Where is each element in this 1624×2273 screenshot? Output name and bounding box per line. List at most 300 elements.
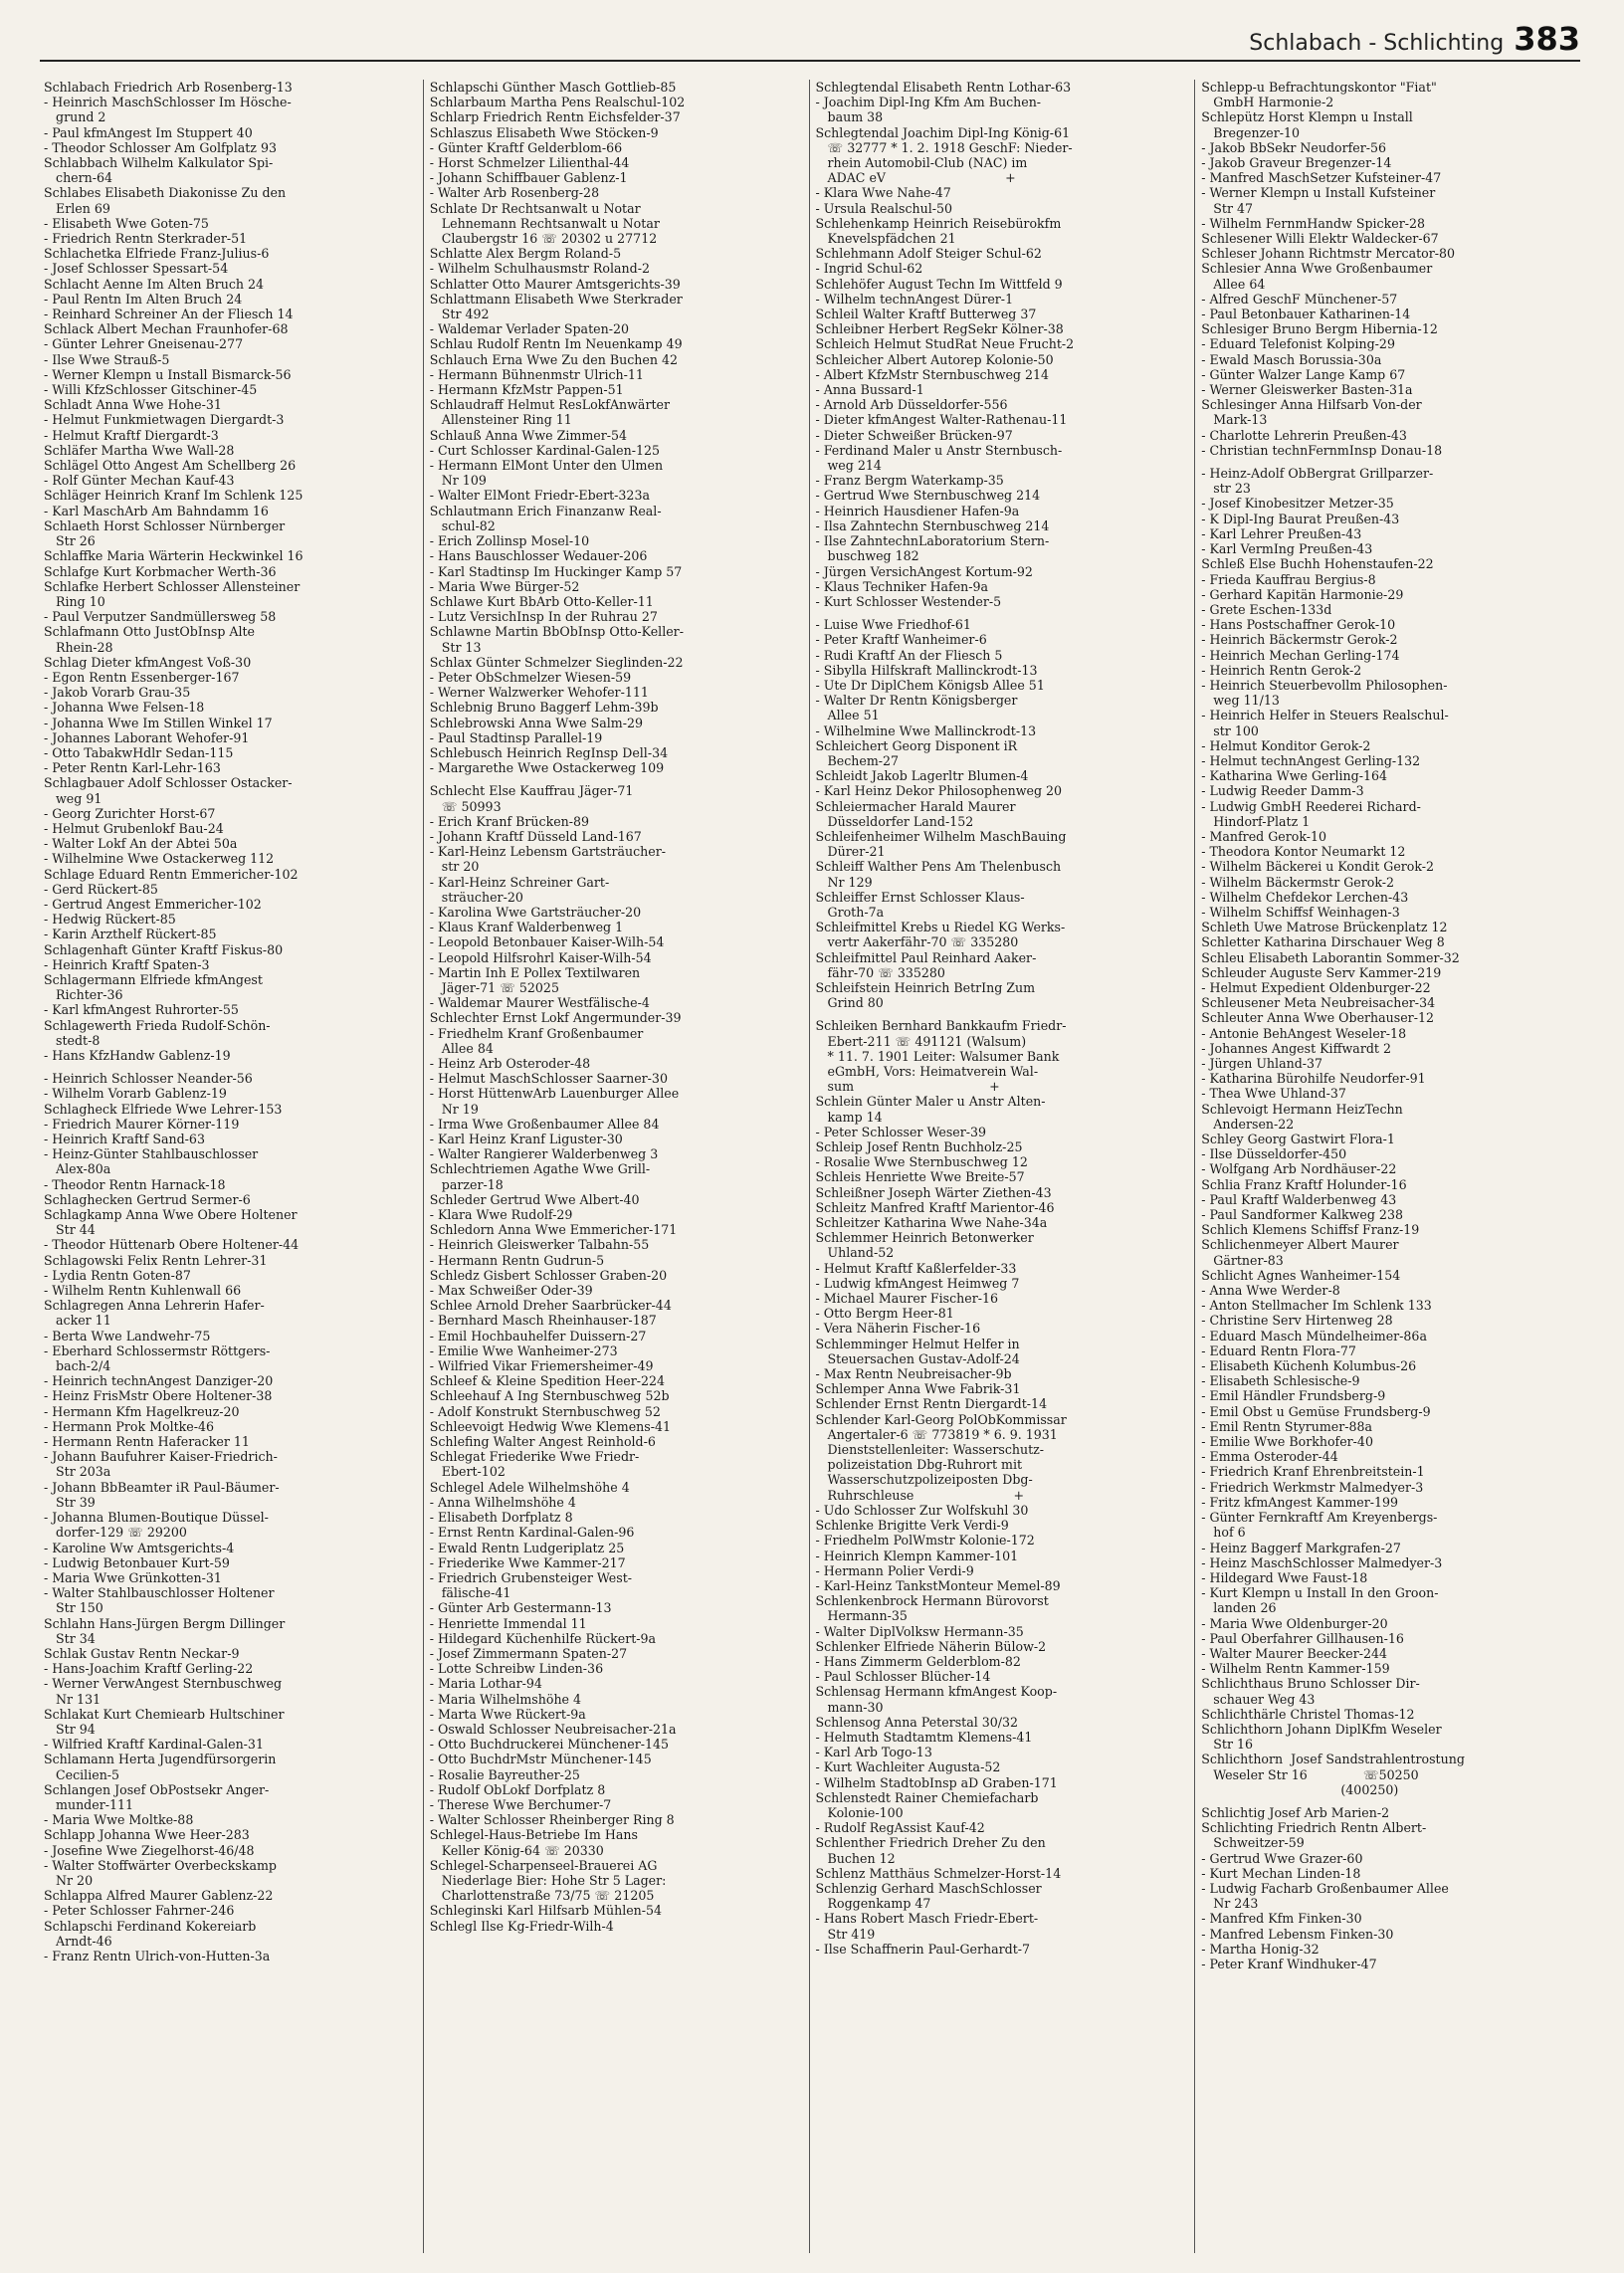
directory-entry: - Johann Baufuhrer Kaiser-Friedrich- Str 203a	[44, 1449, 278, 1480]
directory-entry: - Werner VerwAngest Sternbuschweg Nr 131	[44, 1676, 283, 1707]
directory-entry: Schleu Elisabeth Laborantin Sommer-32	[1201, 949, 1460, 965]
directory-entry: - Helmut Konditor Gerok-2	[1201, 737, 1371, 753]
directory-entry: - Udo Schlosser Zur Wolfskuhl 30	[815, 1502, 1029, 1518]
directory-entry: Schlagowski Felix Rentn Lehrer-31	[44, 1252, 268, 1268]
directory-entry: - Friedrich Kranf Ehrenbreitstein-1	[1201, 1464, 1425, 1480]
directory-entry: Schledz Gisbert Schlosser Graben-20	[429, 1267, 668, 1283]
directory-entry: - Werner Klempn u Install Kufsteiner Str 47	[1201, 185, 1436, 216]
directory-entry: - Jakob BbSekr Neudorfer-56	[1201, 139, 1387, 155]
directory-entry: Schlagkamp Anna Wwe Obere Holtener Str 44	[44, 1207, 298, 1238]
directory-entry: - Lydia Rentn Goten-87	[44, 1267, 191, 1283]
column-1	[44, 80, 423, 2253]
directory-entry: Schleusener Meta Neubreisacher-34	[1201, 995, 1436, 1011]
directory-entry: - Alfred GeschF Münchener-57	[1201, 291, 1398, 307]
directory-entry: - Heinrich Hausdiener Hafen-9a	[815, 503, 1020, 518]
directory-entry: - Johann BbBeamter iR Paul-Bäumer- Str 39	[44, 1479, 280, 1510]
directory-entry: - Jürgen VersichAngest Kortum-92	[815, 563, 1033, 579]
directory-entry: Schlenker Elfriede Näherin Bülow-2	[815, 1638, 1047, 1654]
directory-entry: - Katharina Wwe Gerling-164	[1201, 768, 1388, 784]
directory-entry: - Erich Kranf Brücken-89	[429, 813, 590, 829]
directory-entry: - Johann Schiffbauer Gablenz-1	[429, 170, 628, 186]
directory-entry: - Johannes Laborant Wehofer-91	[44, 729, 250, 745]
directory-entry: Schlegtendal Elisabeth Rentn Lothar-63	[815, 80, 1072, 95]
directory-entry: Schlensog Anna Peterstal 30/32	[815, 1714, 1019, 1730]
directory-entry: - Wilhelmine Wwe Ostackerweg 112	[44, 851, 275, 867]
directory-entry: - Peter Rentn Karl-Lehr-163	[44, 760, 221, 776]
directory-entry: Schleicher Albert Autorep Kolonie-50	[815, 351, 1054, 367]
directory-entry: - Ilse ZahntechnLaboratorium Stern- buschweg 182	[815, 533, 1050, 564]
directory-entry: - Theodor Schlosser Am Golfplatz 93	[44, 139, 277, 155]
directory-entry: Schleß Else Buchh Hohenstaufen-22	[1201, 556, 1434, 572]
directory-entry: - Rosalie Bayreuther-25	[429, 1766, 580, 1782]
directory-entry: - Manfred Gerok-10	[1201, 828, 1327, 844]
directory-entry: - Frieda Kauffrau Bergius-8	[1201, 571, 1376, 587]
directory-entry: Schlakat Kurt Chemiearb Hultschiner Str 94	[44, 1706, 285, 1737]
column-3	[809, 80, 1195, 2253]
directory-entry: - Wilhelm FernmHandw Spicker-28	[1201, 215, 1426, 231]
directory-entry: - Wilhelm Rentn Kuhlenwall 66	[44, 1283, 242, 1299]
directory-entry: - Helmut Kraftf Diergardt-3	[44, 427, 219, 443]
directory-entry: - Wilhelm Bäckermstr Gerok-2	[1201, 874, 1395, 890]
directory-entry: - Otto TabakwHdlr Sedan-115	[44, 744, 234, 760]
directory-entry: - Helmut Kraftf Kaßlerfelder-33	[815, 1260, 1017, 1276]
directory-entry: - Johannes Angest Kiffwardt 2	[1201, 1040, 1391, 1056]
directory-entry: - Luise Wwe Friedhof-61	[815, 617, 971, 633]
directory-entry: - Heinrich MaschSchlosser Im Hösche- grund 2	[44, 95, 292, 125]
directory-entry: - Josef Zimmermann Spaten-27	[429, 1645, 628, 1661]
directory-entry: - Hans Postschaffner Gerok-10	[1201, 617, 1396, 633]
directory-entry: - Walter Stoffwärter Overbeckskamp Nr 20	[44, 1857, 277, 1888]
directory-entry: - Paul Stadtinsp Parallel-19	[429, 729, 603, 745]
directory-entry: Schlagregen Anna Lehrerin Hafer- acker 11	[44, 1298, 265, 1329]
directory-entry: - Ludwig Betonbauer Kurt-59	[44, 1554, 230, 1570]
directory-entry: - Emil Rentn Styrumer-88a	[1201, 1418, 1373, 1434]
directory-entry: Schleis Henriette Wwe Breite-57	[815, 1169, 1025, 1185]
directory-entry: Schlichthorn Josef Sandstrahlentrostung Weseler Str 16 ☏50250 (400250)	[1201, 1752, 1465, 1797]
directory-entry: Schlacht Aenne Im Alten Bruch 24	[44, 276, 265, 292]
directory-entry: Schlesinger Anna Hilfsarb Von-der Mark-13	[1201, 397, 1422, 428]
directory-entry: - Horst Schmelzer Lilienthal-44	[429, 155, 630, 171]
directory-entry: - Oswald Schlosser Neubreisacher-21a	[429, 1721, 677, 1737]
directory-entry: Schlebusch Heinrich RegInsp Dell-34	[429, 744, 669, 760]
directory-entry: - Rudi Kraftf An der Fliesch 5	[815, 647, 1003, 663]
directory-entry: - Paul Verputzer Sandmüllersweg 58	[44, 609, 277, 625]
directory-entry: Schlenzig Gerhard MaschSchlosser Roggenkamp 47	[815, 1880, 1042, 1912]
directory-entry: - Hedwig Rückert-85	[44, 912, 176, 928]
directory-entry: - Heinz FrisMstr Obere Holtener-38	[44, 1388, 273, 1404]
directory-entry: Schlebrowski Anna Wwe Salm-29	[429, 715, 643, 730]
directory-entry: - Gertrud Wwe Sternbuschweg 214	[815, 488, 1041, 504]
directory-entry: Schlatte Alex Bergm Roland-5	[429, 246, 622, 262]
directory-entry: Schleevoigt Hedwig Wwe Klemens-41	[429, 1418, 672, 1434]
directory-entry: - Günter Kraftf Gelderblom-66	[429, 139, 623, 155]
directory-entry: - Kurt Wachleiter Augusta-52	[815, 1759, 1001, 1775]
directory-entry: - Ilse Schaffnerin Paul-Gerhardt-7	[815, 1941, 1031, 1957]
directory-entry: Schlichenmeyer Albert Maurer Gärtner-83	[1201, 1237, 1399, 1268]
directory-entry: - Helmut Funkmietwagen Diergardt-3	[44, 412, 285, 428]
directory-entry: Schlichthärle Christel Thomas-12	[1201, 1706, 1415, 1722]
directory-entry: - Jakob Vorarb Grau-35	[44, 685, 191, 701]
directory-entry: - Jakob Graveur Bregenzer-14	[1201, 155, 1392, 171]
directory-entry: - Kurt Klempn u Install In den Groon- landen 26	[1201, 1585, 1439, 1616]
running-head: Schlabach - Schlichting	[1249, 31, 1505, 56]
directory-entry: Schlehenkamp Heinrich Reisebürokfm Knevelspfädchen 21	[815, 215, 1062, 247]
directory-entry: - Anton Stellmacher Im Schlenk 133	[1201, 1298, 1432, 1314]
directory-entry: - Lotte Schreibw Linden-36	[429, 1661, 604, 1677]
directory-entry: - Christian technFernmInsp Donau-18	[1201, 442, 1443, 458]
directory-entry: Schlefing Walter Angest Reinhold-6	[429, 1434, 656, 1450]
directory-entry: - Peter Kranf Windhuker-47	[1201, 1956, 1377, 1971]
directory-entry: Schlechtriemen Agathe Wwe Grill- parzer-18	[429, 1161, 651, 1192]
directory-entry: Schlabbach Wilhelm Kalkulator Spi- chern-64	[44, 155, 274, 186]
directory-entry: Schleiermacher Harald Maurer Düsseldorfer Land-152	[815, 798, 1016, 829]
directory-entry: - Emil Händler Frundsberg-9	[1201, 1388, 1386, 1404]
directory-entry: Schlegel-Haus-Betriebe Im Hans Keller König-64 ☏ 20330	[429, 1827, 638, 1858]
directory-entry	[1201, 458, 1574, 466]
directory-entry: Schlesener Willi Elektr Waldecker-67	[1201, 231, 1439, 247]
directory-entry: Schleser Johann Richtmstr Mercator-80	[1201, 246, 1456, 262]
directory-entry: Schlegel-Scharpenseel-Brauerei AG Niederlage Bier: Hohe Str 5 Lager: Charlottenstraße 73/75 ☏ 21205	[429, 1857, 667, 1904]
directory-entry: - Friedhelm Kranf Großenbaumer Allee 84	[429, 1025, 644, 1056]
directory-entry: - Heinrich Klempn Kammer-101	[815, 1548, 1019, 1563]
directory-entry: - Karl-Heinz Lebensm Gartsträucher- str 20	[429, 844, 666, 875]
directory-entry: - Helmut Expedient Oldenburger-22	[1201, 979, 1431, 995]
directory-entry: - Werner Walzwerker Wehofer-111	[429, 685, 649, 701]
directory-entry: - Karl Heinz Dekor Philosophenweg 20	[815, 783, 1063, 799]
directory-entry: - Walter Maurer Beecker-244	[1201, 1645, 1388, 1661]
directory-entry: - Franz Rentn Ulrich-von-Hutten-3a	[44, 1948, 271, 1963]
directory-entry: - Gerd Rückert-85	[44, 881, 158, 897]
directory-entry: - Vera Näherin Fischer-16	[815, 1321, 981, 1337]
directory-entry: Schlehmann Adolf Steiger Schul-62	[815, 246, 1042, 262]
directory-entry: Schlesier Anna Wwe Großenbaumer Allee 64	[1201, 261, 1433, 292]
directory-entry: - Wilfried Kraftf Kardinal-Galen-31	[44, 1737, 264, 1753]
directory-entry: - Heinrich Gleiswerker Talbahn-55	[429, 1237, 650, 1253]
directory-entry: - Josefine Wwe Ziegelhorst-46/48	[44, 1842, 255, 1858]
directory-entry: - Albert KfzMstr Sternbuschweg 214	[815, 366, 1050, 382]
directory-entry: - Heinrich Bäckermstr Gerok-2	[1201, 632, 1398, 648]
directory-entry: - Manfred MaschSetzer Kufsteiner-47	[1201, 170, 1442, 186]
directory-entry: - Waldemar Maurer Westfälische-4	[429, 995, 650, 1011]
directory-entry: - Karl kfmAngest Ruhrorter-55	[44, 1002, 239, 1018]
directory-entry: - Rudolf RegAssist Kauf-42	[815, 1820, 985, 1836]
directory-entry: - Hermann Kfm Hagelkreuz-20	[44, 1403, 240, 1419]
directory-entry: - Dieter kfmAngest Walter-Rathenau-11	[815, 412, 1068, 428]
directory-entry	[430, 775, 803, 783]
directory-entry: Schlack Albert Mechan Fraunhofer-68	[44, 321, 289, 337]
directory-entry: - Hermann ElMont Unter den Ulmen Nr 109	[429, 458, 664, 489]
directory-entry: - Ilse Düsseldorfer-450	[1201, 1146, 1347, 1162]
column-2	[423, 80, 809, 2253]
directory-entry: - Paul kfmAngest Im Stuppert 40	[44, 124, 253, 140]
directory-entry: - Ferdinand Maler u Anstr Sternbusch- weg 214	[815, 442, 1063, 474]
directory-entry: Schlemper Anna Wwe Fabrik-31	[815, 1381, 1021, 1397]
directory-entry	[1201, 1797, 1574, 1805]
directory-entry: - Elisabeth Dorfplatz 8	[429, 1510, 573, 1526]
directory-entry: Schlaghecken Gertrud Sermer-6	[44, 1191, 251, 1207]
directory-entry: - Walter Dr Rentn Königsberger Allee 51	[815, 693, 1018, 723]
directory-entry: Schlegtendal Joachim Dipl-Ing König-61 ☏ 32777 * 1. 2. 1918 GeschF: Nieder- rhein Automobil-Club (NAC) im ADAC eV +	[815, 124, 1073, 186]
directory-entry: - Günter Walzer Lange Kamp 67	[1201, 366, 1406, 382]
directory-entry: Schleiff Walther Pens Am Thelenbusch Nr 129	[815, 859, 1062, 890]
directory-entry: - Willi KfzSchlosser Gitschiner-45	[44, 382, 258, 398]
directory-entry: - Egon Rentn Essenberger-167	[44, 669, 240, 685]
directory-entry: Schleibner Herbert RegSekr Kölner-38	[815, 321, 1064, 337]
directory-entry: Schleißner Joseph Wärter Ziethen-43	[815, 1184, 1052, 1200]
directory-entry: Schleip Josef Rentn Buchholz-25	[815, 1139, 1023, 1155]
directory-entry: - Paul Rentn Im Alten Bruch 24	[44, 291, 243, 307]
directory-entry: Schleiken Bernhard Bankkaufm Friedr- Ebert-211 ☏ 491121 (Walsum) * 11. 7. 1901 Leiter: Walsumer Bank eGmbH, Vors: Heimatverein Wal- sum +	[815, 1018, 1067, 1095]
directory-entry: - Heinrich Rentn Gerok-2	[1201, 662, 1362, 678]
directory-entry: - Elisabeth Wwe Goten-75	[44, 215, 209, 231]
directory-entry: - Theodor Rentn Harnack-18	[44, 1176, 226, 1192]
directory-entry: - Max Rentn Neubreisacher-9b	[815, 1366, 1012, 1382]
directory-entry: - Friederike Wwe Kammer-217	[429, 1554, 626, 1570]
directory-entry: - Hermann Rentn Haferacker 11	[44, 1434, 250, 1450]
directory-entry: - Heinrich Kraftf Sand-63	[44, 1132, 205, 1147]
directory-entry: - Heinrich Schlosser Neander-56	[44, 1071, 253, 1087]
directory-entry: Schledorn Anna Wwe Emmericher-171	[429, 1222, 678, 1238]
directory-entry: Schlarbaum Martha Pens Realschul-102	[429, 95, 686, 110]
directory-entry	[44, 1063, 417, 1071]
directory-entry: Schlagheck Elfriede Wwe Lehrer-153	[44, 1101, 283, 1117]
directory-entry: Schlage Eduard Rentn Emmericher-102	[44, 866, 299, 882]
directory-entry: - Antonie BehAngest Weseler-18	[1201, 1025, 1407, 1041]
directory-entry: - Friedhelm PolWmstr Kolonie-172	[815, 1533, 1035, 1549]
directory-entry: Schlecht Else Kauffrau Jäger-71 ☏ 50993	[429, 783, 634, 814]
directory-entry: - Ilse Wwe Strauß-5	[44, 351, 170, 367]
directory-entry: - Manfred Lebensm Finken-30	[1201, 1926, 1394, 1942]
directory-entry: - Johanna Blumen-Boutique Düssel- dorfer-129 ☏ 29200	[44, 1510, 269, 1541]
directory-entry: Schlia Franz Kraftf Holunder-16	[1201, 1176, 1407, 1192]
header-rule	[40, 60, 1580, 62]
directory-entry: - Hermann Prok Moltke-46	[44, 1418, 215, 1434]
directory-entry: - Lutz VersichInsp In der Ruhrau 27	[429, 609, 658, 625]
page-number: 383	[1514, 20, 1580, 58]
directory-entry: Schlevoigt Hermann HeizTechn Andersen-22	[1201, 1101, 1403, 1132]
directory-entry: - Helmut Grubenlokf Bau-24	[44, 820, 224, 836]
directory-entry: Schleehauf A Ing Sternbuschweg 52b	[429, 1388, 670, 1404]
directory-entry: Schleder Gertrud Wwe Albert-40	[429, 1191, 640, 1207]
directory-entry: - Hans Robert Masch Friedr-Ebert- Str 419	[815, 1911, 1039, 1942]
directory-entry: - Karl-Heinz Schreiner Gart- sträucher-20	[429, 874, 610, 905]
directory-entry: - Henriette Immendal 11	[429, 1615, 587, 1631]
directory-entry: - Hermann Bühnenmstr Ulrich-11	[429, 366, 644, 382]
directory-entry: - Ewald Masch Borussia-30a	[1201, 351, 1382, 367]
directory-entry: Schleginski Karl Hilfsarb Mühlen-54	[429, 1903, 663, 1919]
directory-entry: - Gerhard Kapitän Harmonie-29	[1201, 586, 1404, 602]
directory-entry: Schlax Günter Schmelzer Sieglinden-22	[429, 654, 684, 670]
directory-entry: Schlafge Kurt Korbmacher Werth-36	[44, 563, 277, 579]
directory-entry: Schlenther Friedrich Dreher Zu den Buchen 12	[815, 1835, 1046, 1866]
directory-entry: - Wilhelm Chefdekor Lerchen-43	[1201, 889, 1409, 905]
directory-entry: Schlenstedt Rainer Chemiefacharb Kolonie-100	[815, 1789, 1039, 1820]
directory-entry: - Karl VermIng Preußen-43	[1201, 541, 1373, 557]
directory-entry: - Erich Zollinsp Mosel-10	[429, 533, 590, 549]
directory-entry	[816, 609, 1189, 617]
directory-entry: - Ewald Rentn Ludgeriplatz 25	[429, 1540, 625, 1555]
directory-entry: - Paul Sandformer Kalkweg 238	[1201, 1207, 1403, 1223]
directory-entry: Schleitz Manfred Kraftf Marientor-46	[815, 1199, 1055, 1215]
directory-entry: - Maria Wwe Oldenburger-20	[1201, 1615, 1388, 1631]
directory-entry: - Charlotte Lehrerin Preußen-43	[1201, 427, 1407, 443]
directory-entry: - Wilhelm Vorarb Gablenz-19	[44, 1086, 227, 1102]
directory-entry: - Jürgen Uhland-37	[1201, 1056, 1323, 1071]
directory-entry: Schlegl Ilse Kg-Friedr-Wilh-4	[429, 1918, 614, 1934]
directory-entry: - Eduard Telefonist Kolping-29	[1201, 336, 1395, 352]
directory-entry: - Eduard Masch Mündelheimer-86a	[1201, 1328, 1427, 1343]
directory-entry: - Helmut technAngest Gerling-132	[1201, 752, 1421, 768]
directory-entry: Schlemminger Helmut Helfer in Steuersachen Gustav-Adolf-24	[815, 1336, 1020, 1366]
directory-entry: Schleichert Georg Disponent iR Bechem-27	[815, 737, 1018, 768]
directory-entry: - Johanna Wwe Im Stillen Winkel 17	[44, 715, 273, 730]
directory-entry: - Karl MaschArb Am Bahndamm 16	[44, 503, 269, 518]
directory-entry: Schlenkenbrock Hermann Bürovorst Hermann-35	[815, 1593, 1049, 1624]
directory-entry: - Otto Bergm Heer-81	[815, 1306, 954, 1322]
directory-entry: - Paul Oberfahrer Gillhausen-16	[1201, 1630, 1404, 1646]
directory-entry: - Maria Wwe Bürger-52	[429, 578, 580, 594]
directory-entry: - Waldemar Verlader Spaten-20	[429, 321, 629, 337]
directory-entry: - Arnold Arb Düsseldorfer-556	[815, 397, 1008, 413]
directory-entry: - Eberhard Schlossermstr Röttgers- bach-2/4	[44, 1343, 271, 1374]
directory-entry: Schlehöfer August Techn Im Wittfeld 9	[815, 276, 1063, 292]
directory-entry: Schleuder Auguste Serv Kammer-219	[1201, 964, 1442, 980]
directory-entry: Schlaudraff Helmut ResLokfAnwärter Allensteiner Ring 11	[429, 397, 670, 428]
directory-entry: - Leopold Hilfsrohrl Kaiser-Wilh-54	[429, 949, 652, 965]
directory-entry: Schladt Anna Wwe Hohe-31	[44, 397, 222, 413]
directory-entry: - Wilhelm Bäckerei u Kondit Gerok-2	[1201, 859, 1435, 875]
directory-entry: - Rosalie Wwe Sternbuschweg 12	[815, 1154, 1028, 1170]
directory-entry: - Emil Obst u Gemüse Frundsberg-9	[1201, 1403, 1431, 1419]
directory-entry: - Otto Buchdruckerei Münchener-145	[429, 1737, 670, 1753]
directory-entry: - Peter Schlosser Weser-39	[815, 1124, 987, 1139]
directory-entry: Schlautmann Erich Finanzanw Real- schul-82	[429, 503, 662, 533]
directory-entry: Schlaeth Horst Schlosser Nürnberger Str 26	[44, 517, 286, 549]
directory-entry: - Karl Heinz Kranf Liguster-30	[429, 1132, 623, 1147]
directory-entry	[816, 1010, 1189, 1018]
directory-entry: Schletter Katharina Dirschauer Weg 8	[1201, 934, 1445, 950]
directory-entry: - Heinrich Kraftf Spaten-3	[44, 956, 210, 972]
directory-entry: Schlawe Kurt BbArb Otto-Keller-11	[429, 593, 654, 609]
directory-entry: - Heinz Arb Osteroder-48	[429, 1056, 591, 1071]
directory-entry: - Heinz Baggerf Markgrafen-27	[1201, 1540, 1401, 1555]
directory-entry: Schlaszus Elisabeth Wwe Stöcken-9	[429, 124, 659, 140]
directory-entry: - Heinz MaschSchlosser Malmedyer-3	[1201, 1554, 1443, 1570]
directory-entry: - Otto BuchdrMstr Münchener-145	[429, 1752, 652, 1767]
page-header	[1249, 20, 1580, 58]
directory-entry: - Wilhelm Rentn Kammer-159	[1201, 1661, 1390, 1677]
directory-entry: - Theodor Hüttenarb Obere Holtener-44	[44, 1237, 300, 1253]
directory-entry: - Hans Zimmerm Gelderblom-82	[815, 1653, 1021, 1669]
directory-entry: - Heinrich Mechan Gerling-174	[1201, 647, 1400, 663]
directory-entry: Schlesiger Bruno Bergm Hibernia-12	[1201, 321, 1438, 337]
directory-entry: - Heinz-Günter Stahlbauschlosser Alex-80a	[44, 1146, 259, 1177]
directory-entry: Schlate Dr Rechtsanwalt u Notar Lehnemann Rechtsanwalt u Notar Claubergstr 16 ☏ 20302 u 27712	[429, 200, 660, 247]
directory-entry: - Walter DiplVolksw Hermann-35	[815, 1623, 1024, 1639]
directory-entry: Schleidt Jakob Lagerltr Blumen-4	[815, 768, 1029, 784]
directory-entry: - Emilie Wwe Wanheimer-273	[429, 1343, 618, 1358]
directory-entry: Schlapp Johanna Wwe Heer-283	[44, 1827, 250, 1843]
directory-entry: Schlenz Matthäus Schmelzer-Horst-14	[815, 1865, 1062, 1881]
directory-entry: Schlangen Josef ObPostsekr Anger- munder-111	[44, 1781, 270, 1812]
directory-entry: Schlattmann Elisabeth Wwe Sterkrader Str 492	[429, 291, 683, 322]
directory-entry: Schleifmittel Krebs u Riedel KG Werks- vertr Aakerfähr-70 ☏ 335280	[815, 920, 1066, 950]
directory-entry: Schlichthaus Bruno Schlosser Dir- schauer Weg 43	[1201, 1676, 1420, 1707]
directory-entry: - Max Schweißer Oder-39	[429, 1283, 593, 1299]
directory-entry: Schlawne Martin BbObInsp Otto-Keller- Str 13	[429, 624, 684, 655]
directory-entry: - Sibylla Hilfskraft Mallinckrodt-13	[815, 662, 1038, 678]
directory-entry: Schlichthorn Johann DiplKfm Weseler Str 16	[1201, 1721, 1442, 1753]
directory-entry: Schleuter Anna Wwe Oberhauser-12	[1201, 1010, 1434, 1026]
directory-entry: - Theodora Kontor Neumarkt 12	[1201, 844, 1406, 860]
directory-entry: - Rolf Günter Mechan Kauf-43	[44, 473, 235, 489]
directory-entry: - Günter Arb Gestermann-13	[429, 1600, 612, 1616]
directory-entry: - Karl Lehrer Preußen-43	[1201, 525, 1362, 541]
directory-entry: Schleth Uwe Matrose Brückenplatz 12	[1201, 920, 1448, 935]
directory-entry: - Maria Lothar-94	[429, 1676, 542, 1692]
directory-entry: - Christine Serv Hirtenweg 28	[1201, 1313, 1393, 1329]
directory-entry: Schlapschi Ferdinand Kokereiarb Arndt-46	[44, 1918, 257, 1949]
directory-entry: Schlensag Hermann kfmAngest Koop- mann-30	[815, 1684, 1058, 1715]
directory-entry: Schlee Arnold Dreher Saarbrücker-44	[429, 1298, 672, 1314]
directory-entry: - Klaus Kranf Walderbenweg 1	[429, 920, 624, 935]
directory-entry: - Maria Wilhelmshöhe 4	[429, 1691, 582, 1707]
directory-entry: - Eduard Rentn Flora-77	[1201, 1343, 1356, 1358]
directory-entry: Schlechter Ernst Lokf Angermunder-39	[429, 1010, 682, 1026]
directory-entry: - Marta Wwe Rückert-9a	[429, 1706, 586, 1722]
directory-entry: - Walter Arb Rosenberg-28	[429, 185, 600, 201]
directory-entry: - Walter Lokf An der Abtei 50a	[44, 836, 238, 852]
directory-entry: Schleitzer Katharina Wwe Nahe-34a	[815, 1215, 1048, 1231]
directory-entry: - Joachim Dipl-Ing Kfm Am Buchen- baum 38	[815, 95, 1042, 125]
directory-entry: - Leopold Betonbauer Kaiser-Wilh-54	[429, 934, 665, 950]
directory-entry: - Paul Schlosser Blücher-14	[815, 1669, 991, 1685]
directory-entry: - Wilhelm StadtobInsp aD Graben-171	[815, 1774, 1058, 1790]
directory-entry: - Karl Stadtinsp Im Huckinger Kamp 57	[429, 563, 683, 579]
directory-entry: - Günter Fernkraftf Am Kreyenbergs- hof 6	[1201, 1510, 1438, 1541]
directory-entry: - Paul Betonbauer Katharinen-14	[1201, 307, 1411, 322]
directory-entry: - Gertrud Angest Emmericher-102	[44, 896, 262, 912]
directory-entry: - Karolina Wwe Gartsträucher-20	[429, 904, 642, 920]
directory-entry: Schlichting Friedrich Rentn Albert- Schweitzer-59	[1201, 1820, 1427, 1851]
directory-entry: - Hans Bauschlosser Wedauer-206	[429, 548, 648, 564]
directory-entry: - Hermann Rentn Gudrun-5	[429, 1252, 605, 1268]
directory-entry: - Adolf Konstrukt Sternbuschweg 52	[429, 1403, 661, 1419]
directory-entry: - Helmut MaschSchlosser Saarner-30	[429, 1071, 668, 1087]
directory-entry: - Werner Klempn u Install Bismarck-56	[44, 366, 292, 382]
directory-entry: - Johann Kraftf Düsseld Land-167	[429, 828, 642, 844]
directory-entry: Schleef & Kleine Spedition Heer-224	[429, 1373, 666, 1389]
directory-entry: - Wilhelmine Wwe Mallinckrodt-13	[815, 723, 1037, 738]
directory-entry: - Werner Gleiswerker Basten-31a	[1201, 382, 1413, 398]
directory-entry: Schlichtig Josef Arb Marien-2	[1201, 1804, 1390, 1820]
directory-entry: - Wilfried Vikar Friemersheimer-49	[429, 1358, 654, 1374]
directory-entry: - Emma Osteroder-44	[1201, 1449, 1338, 1465]
directory-entry: - Anna Wilhelmshöhe 4	[429, 1494, 576, 1510]
directory-entry: - Josef Schlosser Spessart-54	[44, 261, 229, 277]
directory-entry: - Klara Wwe Nahe-47	[815, 185, 951, 201]
directory-entry: - Hans KfzHandw Gablenz-19	[44, 1048, 231, 1063]
directory-entry: - Emil Hochbauhelfer Duissern-27	[429, 1328, 647, 1343]
directory-entry: Schlagenhaft Günter Kraftf Fiskus-80	[44, 941, 284, 957]
directory-entry: - Elisabeth Küchenh Kolumbus-26	[1201, 1358, 1417, 1374]
directory-entry: - Klara Wwe Rudolf-29	[429, 1207, 573, 1223]
directory-entry: Schlaffke Maria Wärterin Heckwinkel 16	[44, 548, 304, 564]
directory-entry: Schlappa Alfred Maurer Gablenz-22	[44, 1888, 274, 1904]
directory-entry: Schleich Helmut StudRat Neue Frucht-2	[815, 336, 1075, 352]
directory-entry: - Georg Zurichter Horst-67	[44, 805, 216, 821]
directory-entry: - Anna Wwe Werder-8	[1201, 1283, 1340, 1299]
